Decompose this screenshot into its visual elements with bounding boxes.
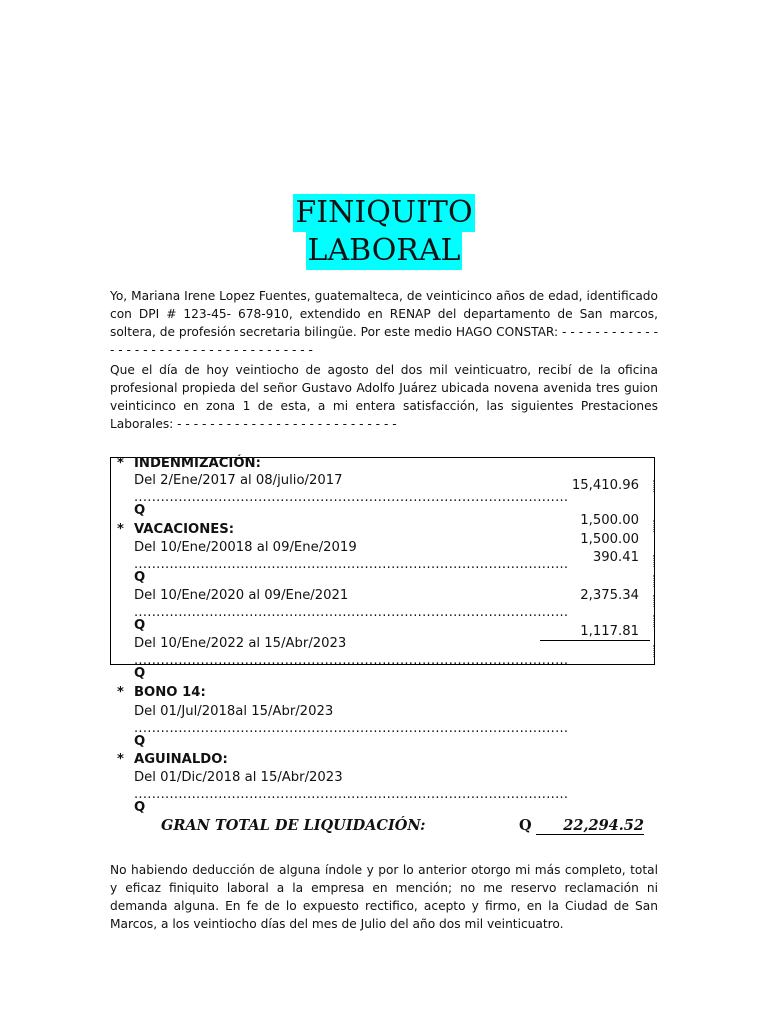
vacaciones-period-3: Del 10/Ene/2022 al 15/Abr/2023 [134, 636, 347, 651]
column-tick [653, 575, 655, 587]
currency-q: Q [134, 618, 146, 633]
aguinaldo-heading: AGUINALDO: [134, 752, 228, 767]
currency-q: Q [134, 734, 146, 749]
dot-leader: .................................................................................................. [134, 653, 569, 668]
amount-vacaciones-5: 1,117.81 [580, 624, 639, 639]
indemnizacion-heading: INDENMIZACIÓN: [134, 456, 261, 471]
column-tick [653, 555, 655, 567]
bullet-indemnizacion: * [117, 456, 124, 471]
currency-q: Q [134, 570, 146, 585]
indemnizacion-period: Del 2/Ene/2017 al 08/julio/2017 [134, 473, 343, 488]
column-tick [653, 480, 655, 492]
dot-leader: .................................................................................................. [134, 605, 569, 620]
aguinaldo-period: Del 01/Dic/2018 al 15/Abr/2023 [134, 770, 343, 785]
vacaciones-period-1: Del 10/Ene/20018 al 09/Ene/2019 [134, 540, 357, 555]
amount-underline [540, 640, 650, 641]
receipt-paragraph: Que el día de hoy veintiocho de agosto del dos mil veinticuatro, recibí de la oficina profesional propieda del señor Gustavo Adolfo Juárez ubicada novena avenida tres guion veinticinco en zona 1 de esta, a mi entera satisfacción, las siguientes Prestaciones Laborales: - - - - - - - - - - - - - - - - - - - - - - - - - - - [110, 363, 658, 431]
amount-vacaciones-2: 1,500.00 [580, 532, 639, 547]
amount-vacaciones-3: 390.41 [592, 550, 639, 565]
dot-leader: .................................................................................................. [134, 557, 569, 572]
bono-heading: BONO 14: [134, 685, 206, 700]
bullet-vacaciones: * [117, 522, 124, 537]
title-line-2: LABORAL [307, 233, 461, 268]
column-tick [653, 520, 655, 532]
document-title [0, 194, 768, 270]
currency-q: Q [134, 800, 146, 815]
vacaciones-heading: VACACIONES: [134, 522, 235, 537]
column-tick [653, 615, 655, 627]
currency-q: Q [134, 666, 146, 681]
bono-period: Del 01/Jul/2018al 15/Abr/2023 [134, 704, 334, 719]
grand-total-currency: Q [519, 817, 532, 834]
vacaciones-period-2: Del 10/Ene/2020 al 09/Ene/2021 [134, 588, 349, 603]
bullet-aguinaldo: * [117, 752, 124, 767]
title-line-1: FINIQUITO [295, 195, 473, 230]
bullet-bono: * [117, 685, 124, 700]
amount-vacaciones-1: 1,500.00 [580, 513, 639, 528]
dot-leader: .................................................................................................. [134, 721, 569, 736]
dot-leader: .................................................................................................. [134, 490, 569, 505]
amount-vacaciones-4: 2,375.34 [580, 588, 639, 603]
column-tick [653, 645, 655, 657]
dot-leader: .................................................................................................. [134, 787, 569, 802]
currency-q: Q [134, 503, 146, 518]
column-tick [653, 595, 655, 607]
amount-indemnizacion: 15,410.96 [571, 478, 639, 493]
closing-paragraph: No habiendo deducción de alguna índole y por lo anterior otorgo mi más completo, total y eficaz finiquito laboral a la empresa en mención; no me reservo reclamación ni demanda alguna. En fe de lo expuesto rectifico, acepto y firmo, en la Ciudad de San Marcos, a los veintiocho días del mes de Julio del año dos mil veinticuatro. [110, 863, 658, 931]
grand-total-label: GRAN TOTAL DE LIQUIDACIÓN: [161, 817, 426, 834]
grand-total-value: 22,294.52 [536, 817, 644, 835]
intro-paragraph: Yo, Mariana Irene Lopez Fuentes, guatemalteca, de veinticinco años de edad, identificado con DPI # 123-45- 678-910, extendido en RENAP del departamento de San marcos, soltera, de profesión secretaria bilingüe. Por este medio HAGO CONSTAR: - - - - - - - - - - - - - - - - - - - - - - - - - - - - - - - - - - - - - [110, 289, 658, 357]
